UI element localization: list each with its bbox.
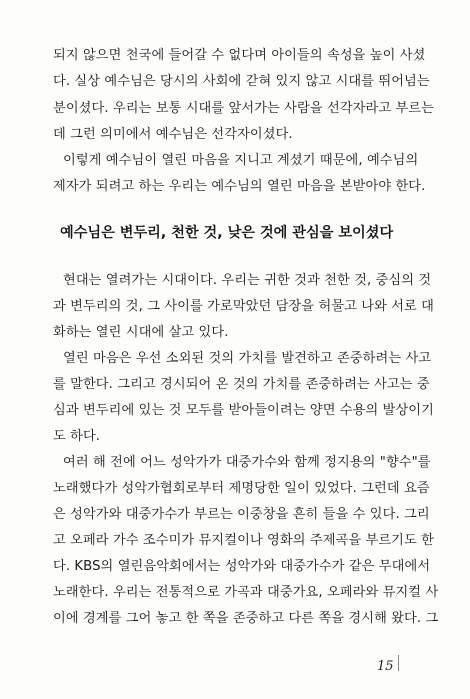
body-text-line: 분이셨다. 우리는 보통 시대를 앞서가는 사람을 선각자라고 부르는	[53, 101, 434, 116]
body-text-line: 되지 않으면 천국에 들어갈 수 없다며 아이들의 속성을 높이 사셨	[53, 48, 426, 63]
body-text-line: 은 성악가와 대중가수가 부르는 이중창을 흔히 들을 수 있다. 그리	[53, 507, 430, 522]
page-number-divider	[398, 655, 399, 671]
body-text-line: 화하는 열린 시대에 살고 있다.	[53, 325, 229, 340]
body-text-line: 다. KBS의 열린음악회에서는 성악가와 대중가수가 같은 무대에서	[53, 559, 431, 574]
body-text-line: 이렇게 예수님이 열린 마음을 지니고 계셨기 때문에, 예수님의	[63, 153, 419, 168]
body-text-line: 여러 해 전에 어느 성악가가 대중가수와 함께 정지용의 "향수"를	[63, 455, 431, 470]
body-text-line: 이에 경계를 그어 놓고 한 쪽을 존중하고 다른 쪽을 경시해 왔다. 그	[53, 611, 439, 626]
body-text-line: 도 하다.	[53, 429, 101, 444]
body-text-line: 노래한다. 우리는 전통적으로 가곡과 대중가요, 오페라와 뮤지컬 사	[53, 585, 439, 600]
body-text-line: 고 오페라 가수 조수미가 뮤지컬이나 영화의 주제곡을 부르기도 한	[53, 533, 434, 548]
body-text-line: 과 변두리의 것, 그 사이를 가로막았던 담장을 허물고 나와 서로 대	[53, 299, 435, 314]
body-text-line: 노래했다가 성악가협회로부터 제명당한 일이 있었다. 그런데 요즘	[53, 481, 430, 496]
body-text-line: 열린 마음은 우선 소외된 것의 가치를 발견하고 존중하려는 사고	[63, 351, 432, 366]
body-text-line: 제자가 되려고 하는 우리는 예수님의 열린 마음을 본받아야 한다.	[53, 179, 426, 194]
body-text-line: 현대는 열려가는 시대이다. 우리는 귀한 것과 천한 것, 중심의 것	[63, 273, 432, 288]
page-number: 15	[377, 659, 394, 674]
body-text-line: 를 말한다. 그리고 경시되어 온 것의 가치를 존중하려는 사고는 중	[53, 377, 430, 392]
body-text-line: 심과 변두리에 있는 것 모두를 받아들이려는 양면 수용의 발상이기	[53, 403, 434, 418]
body-text-line: 데 그런 의미에서 예수님은 선각자이셨다.	[53, 127, 293, 142]
section-heading: 예수님은 변두리, 천한 것, 낮은 것에 관심을 보이셨다	[60, 225, 394, 241]
body-text-line: 다. 실상 예수님은 당시의 사회에 갇혀 있지 않고 시대를 뛰어넘는	[53, 74, 430, 89]
